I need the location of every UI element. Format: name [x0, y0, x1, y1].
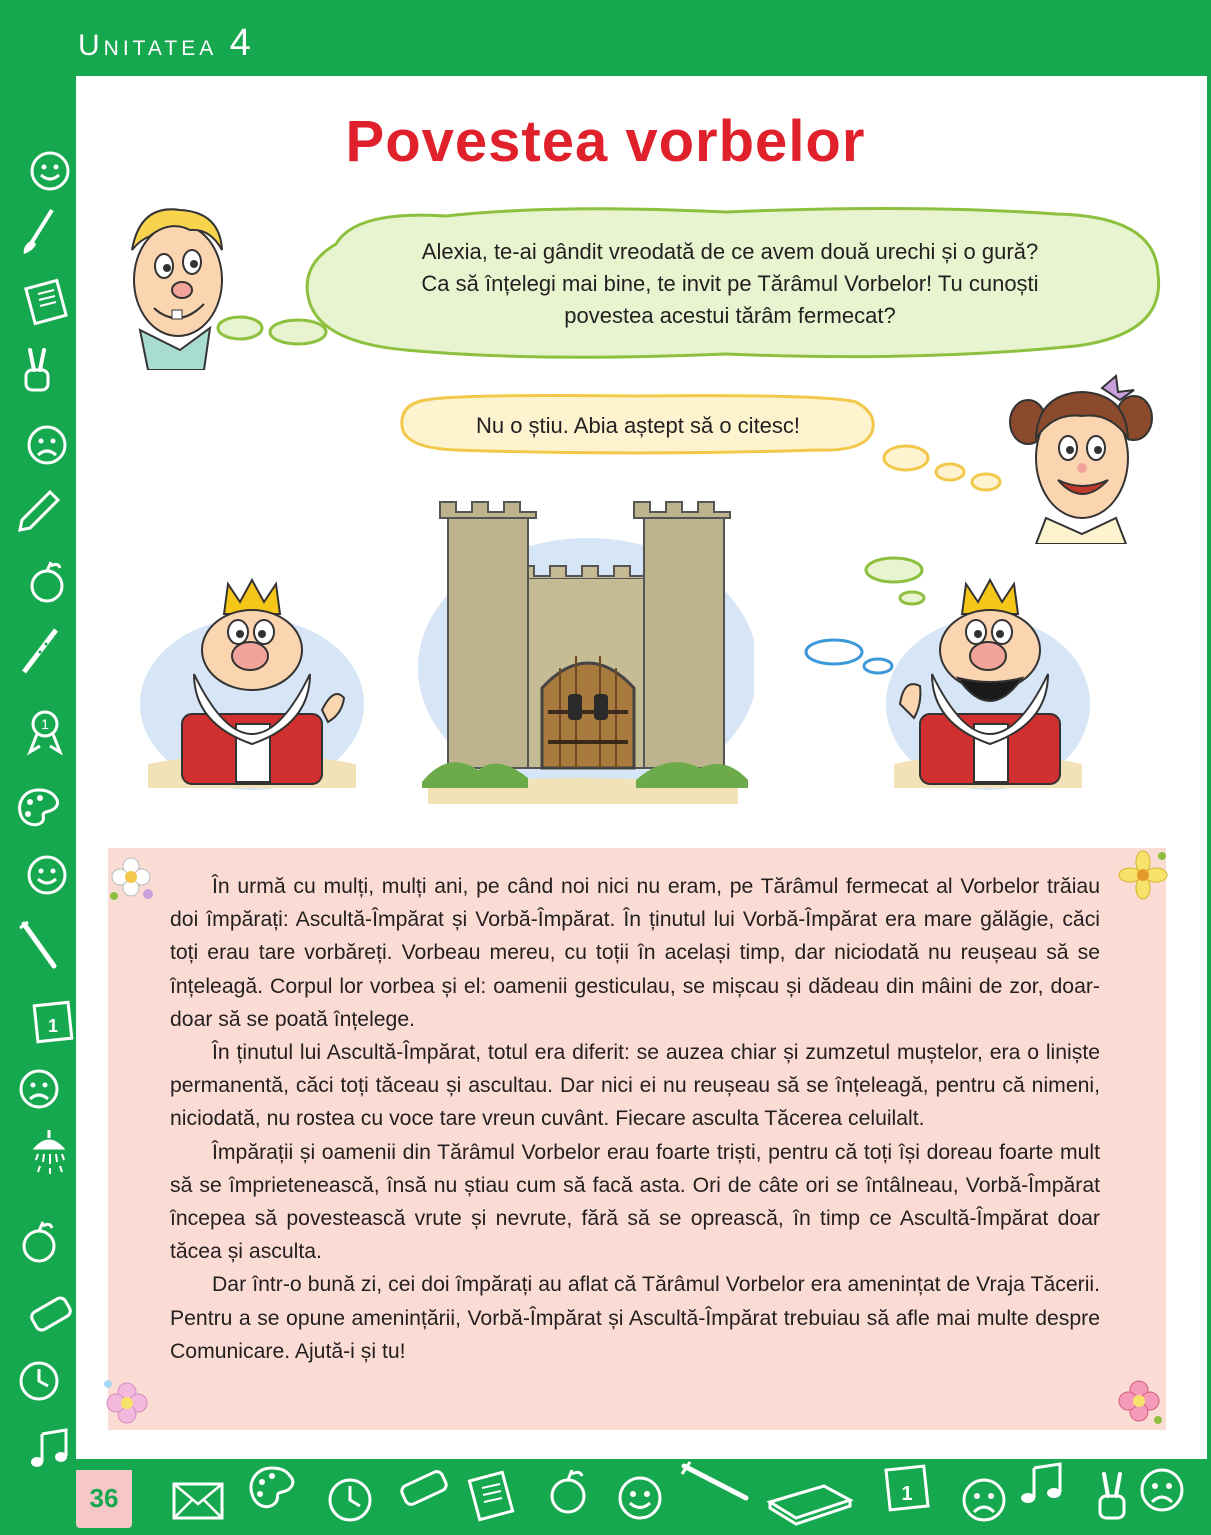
story-paragraph: În ținutul lui Ascultă-Împărat, totul era diferit: se auzea chiar și zumzetul muștelor, era o liniște permanentă, căci toți tăceau și ascultau. Dar nici ei nu reușeau să se înțeleagă, pentru că nimeni, niciodată, nu rostea cu voce tare vreun cuvânt. Fiecare asculta Tăcerea celuilalt. — [170, 1041, 1100, 1131]
unit-word: Unitatea — [78, 29, 218, 62]
toothbrush-icon — [680, 1458, 750, 1514]
palette-icon — [244, 1462, 300, 1518]
svg-text:1: 1 — [47, 1016, 59, 1036]
unit-heading — [78, 22, 255, 65]
header-bar — [0, 0, 1211, 76]
sad-face-icon — [1134, 1462, 1190, 1518]
right-edge — [1207, 76, 1211, 1461]
toothbrush-icon — [14, 920, 64, 970]
apple-icon — [540, 1462, 596, 1518]
clock-icon — [322, 1470, 378, 1526]
apple-icon — [22, 556, 72, 606]
smiley-icon — [22, 850, 72, 900]
girl-speech-text: Nu o știu. Abia aștept să o citesc! — [475, 413, 801, 438]
boy-speech-text — [330, 236, 1130, 332]
story-paragraph: Dar într-o bună zi, cei doi împărați au aflat că Tărâmul Vorbelor era amenințat de Vraja Tăcerii. Pentru a se opune amenințării, Vorbă-Împărat și Ascultă-Împărat trebuiau să afle mai multe despre Comunicare. Ajută-i și tu! — [170, 1273, 1100, 1363]
apple-icon — [14, 1216, 64, 1266]
soap-icon — [26, 1288, 76, 1338]
boy-speech-line: Alexia, te-ai gândit vreodată de ce avem două urechi și o gură? — [421, 239, 1039, 264]
calendar-icon — [30, 996, 80, 1046]
talking-king-illustration — [884, 574, 1092, 792]
castle-illustration — [408, 498, 754, 804]
listening-king-illustration — [138, 574, 366, 794]
pencil-icon — [14, 486, 64, 536]
sad-face-icon — [956, 1472, 1012, 1528]
flower-decoration — [104, 850, 158, 904]
story-text — [170, 870, 1100, 1368]
flute-icon — [16, 626, 66, 676]
story-paragraph: Împărații și oamenii din Tărâmul Vorbelor erau foarte triști, pentru că toți își doreau foarte mult să se împrietenească, însă nu știau cum să facă asta. Ori de câte ori se întâlneau, Vorbă-Împărat începea să povestească vrute și nevrute, fără să se oprească, în timp ce Ascultă-Împărat doar tăcea și asculta. — [170, 1140, 1100, 1264]
peace-hand-icon — [1084, 1470, 1140, 1526]
music-note-icon — [26, 1424, 76, 1474]
brush-icon — [14, 206, 64, 256]
book-icon — [764, 1472, 856, 1528]
clock-icon — [14, 1356, 64, 1406]
notebook-icon — [464, 1468, 520, 1524]
boy-thought-dots — [214, 312, 334, 348]
flower-decoration — [1116, 848, 1170, 902]
page-title: Povestea vorbelor — [345, 109, 866, 174]
sad-face-icon — [22, 420, 72, 470]
girl-illustration — [1006, 368, 1156, 544]
flower-decoration — [1112, 1374, 1166, 1428]
music-note-icon — [1016, 1458, 1072, 1514]
medal-icon — [20, 706, 70, 756]
flower-decoration — [100, 1376, 154, 1430]
soap-icon — [396, 1460, 452, 1516]
smiley-icon — [612, 1470, 668, 1526]
palette-icon — [14, 784, 64, 834]
calendar-icon — [880, 1460, 936, 1516]
boy-speech-line: Ca să înțelegi mai bine, te invit pe Tărâmul Vorbelor! Tu cunoști — [421, 271, 1039, 296]
envelope-icon — [170, 1472, 226, 1528]
girl-thought-dots — [880, 436, 1006, 494]
svg-text:1: 1 — [41, 716, 49, 732]
page-number: 36 — [76, 1470, 132, 1528]
shower-icon — [24, 1128, 74, 1178]
story-paragraph: În urmă cu mulți, mulți ani, pe când noi nici nu eram, pe Tărâmul fermecat al Vorbelor trăiau doi împărați: Ascultă-Împărat și Vorbă-Împărat. În ținutul lui Vorbă-Împărat era mare gălăgie, căci toți erau tare vorbăreți. Vorbeau mereu, cu toții în același timp, dar niciodată nu reușeau să se înțeleagă. Corpul lor vorbea și el: oamenii gesticulau, se mișcau și dădeau din mâini de zor, doar-doar să se poată înțelege. — [170, 875, 1100, 1031]
unit-number: 4 — [229, 22, 255, 64]
boy-speech-line: povestea acestui tărâm fermecat? — [564, 303, 896, 328]
svg-text:1: 1 — [901, 1483, 913, 1505]
sad-face-icon — [14, 1064, 64, 1114]
notebook-icon — [22, 276, 72, 326]
peace-hand-icon — [12, 346, 62, 396]
